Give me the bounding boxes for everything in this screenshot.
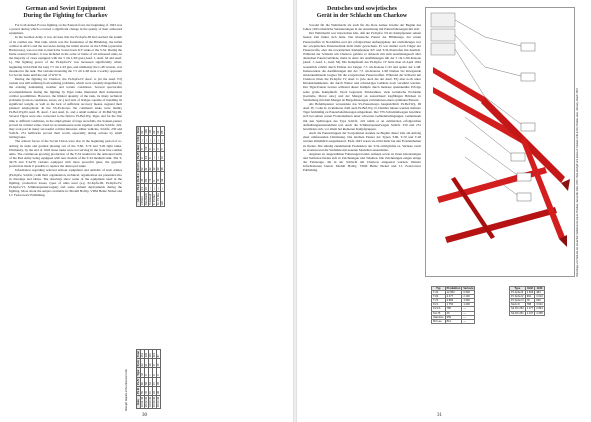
table-cell: — xyxy=(145,135,149,143)
table-cell: SU-76 xyxy=(432,311,446,315)
table-cell: 10 xyxy=(145,183,149,191)
table-cell: 17 xyxy=(153,359,157,368)
table-header-cell: Pz.IV L xyxy=(137,161,140,171)
table-cell: — xyxy=(149,183,153,191)
table-cell: 10 xyxy=(145,143,149,151)
table-cell: Sd.Kfz.250 xyxy=(511,307,524,311)
table-cell: 9 xyxy=(141,151,145,160)
table-cell: Das Reich xyxy=(145,193,148,205)
table-cell: 994 xyxy=(525,295,535,299)
tables-title: Strength Reports of the Armoured Units xyxy=(125,369,128,411)
losses-table xyxy=(136,349,161,409)
table-cell: LSSAH xyxy=(141,191,145,206)
paragraph: Sowohl für die Wehrmacht als auch für die Rote Armee brachte der Beginn des Jahres 1943 erhebliche Veränderungen in der Ausrüstung mit Panzerfahrzeugen mit sich. xyxy=(303,23,421,32)
table-cell: 649 xyxy=(535,299,545,303)
table-cell: 9 xyxy=(149,143,153,151)
table-cell: 87 xyxy=(157,350,161,359)
table-cell: 7 xyxy=(149,368,153,377)
german-production-table xyxy=(509,286,545,316)
table-cell: 20.03.43 xyxy=(157,396,160,407)
table-header-cell: Typ xyxy=(432,287,446,291)
table-header-cell: Pz.III L xyxy=(137,173,140,182)
page-number: 30 xyxy=(142,413,147,418)
table-cell: 1 500 xyxy=(462,299,475,303)
table-cell: KV-1 xyxy=(432,303,446,307)
table-cell: 22 xyxy=(141,359,145,368)
table-header-cell: 1942 xyxy=(527,287,533,290)
paragraph: The armour forces of the Soviet Union were also in the beginning period of re-arming its units and gradual phasing out of the T-60, T-70 and T-26 light tanks. Ultimately, by the end of 1943 those tanks were not serving in the front line combat units. The continuous growing production of the T-34 resulted in the armoured units of the Red Army being equipped with new models of the T-34 medium tank. The T-34/76 and T-34/76 variants equipped with more powerful guns, the gigantic production made it possible to replace the destroyed tanks. xyxy=(9,139,122,169)
right-page xyxy=(297,4,589,418)
table-cell: — xyxy=(462,311,475,315)
rotated-tables-area xyxy=(126,7,290,411)
page-title-en: German and Soviet Equipment xyxy=(25,6,106,12)
table-cell: 22 xyxy=(153,126,157,135)
table-cell: GD xyxy=(161,191,165,206)
table-cell: 33 xyxy=(157,126,161,135)
table-cell: 12 xyxy=(153,160,157,172)
paragraph: In the German Army it was obvious that the Pz.Kpfw.III had reached the zenith of its combat use. That tank, which was the foundation of the Blitzkrieg, the initial combat in Africa and the successes during the initial attacks on the USSR (operation Barbarossa), was not able to match the Soviet basic KV tanks or the T-34. During the battle around Charkov it was included in the order of battle of all armoured units, in the majority of cases equipped with the 5 cm L/60 gun (Ausf. J, Ausf. M and Ausf. L). The fighting power of the Pz.Kpfw.IV was increased significantly when, beginning in 04/1942 the long 7.5 cm L/43 gun, and ultimately the L/48 version, was mounted in the tank. The variants mounting the 7.5 cm L/48 were a worthy opponent for Soviet tanks until the end of WW II. xyxy=(9,35,122,77)
unit-boxes-top xyxy=(431,13,455,55)
table-cell: 10 xyxy=(141,172,145,183)
paragraph: Auch die Panzertruppen der Sowjetunion standen zu Beginn dieser Zeit am Anfang einer umfassenden Umrüstung. Die leichten Panzer der Typen T-60, T-70 und T-26 wurden allmählich ausgemustert. Ende 1943 waren sie nicht mehr bei den Fronteinheiten zu finden. Die ständig zunehmende Produktion der T-34 ermöglichte es, Verluste rasch zu ersetzen und die Verbände mit neueren Modellen auszurüsten. xyxy=(303,131,421,152)
soviet-production-table xyxy=(431,286,475,324)
table-cell: 788 xyxy=(525,303,535,307)
table-header-cell: Total xyxy=(137,127,140,134)
table-cell: — xyxy=(462,307,475,311)
table-row xyxy=(157,350,161,409)
table-cell: 5 xyxy=(161,143,165,151)
table-cell: 4 883 xyxy=(445,299,462,303)
battle-flow-diagram xyxy=(425,7,579,277)
table-cell: 14 xyxy=(145,151,149,160)
table-cell: — xyxy=(141,135,145,143)
paragraph: Angaben zu ausgewählten Fahrzeugen beider Armeen sowie zu ihren Gliederungen und Verlusten finden sich in Zeichnungen und Tabellen. Die Zeichnungen zeigen einige der Fahrzeuge, die in der Schlacht um Charkow eingesetzt wurden. Weitere Informationen bieten: Modell Hobby, VDM Heinz Nickel und J.J. Fedorowicz Publishing. xyxy=(303,151,421,173)
table-row xyxy=(510,311,545,315)
table-cell: 86 xyxy=(161,126,165,135)
table-cell: — xyxy=(153,183,157,191)
table-header-cell: Tiger xyxy=(137,369,140,376)
table-cell: 59 xyxy=(141,386,145,395)
table-cell: T-70 xyxy=(432,299,446,303)
table-cell: 2 xyxy=(157,143,161,151)
table-cell: 10 xyxy=(141,368,145,377)
page-subtitle-en: During the Fighting for Charkov xyxy=(23,13,108,19)
table-cell: KV-1S xyxy=(432,307,446,311)
table-cell: — xyxy=(153,135,157,143)
table-header-cell: StuG xyxy=(137,360,140,367)
table-cell: Pz.Kpfw.VI xyxy=(511,299,524,303)
table-cell: 2 605 xyxy=(526,291,534,295)
page-title-de: Deutsches und sowjetisches xyxy=(326,6,397,12)
table-cell: 4 258 xyxy=(536,311,543,315)
table-cell: Valentine xyxy=(433,315,444,319)
table-cell: 6 600 xyxy=(462,291,475,295)
table-header-row xyxy=(432,287,475,291)
table-cell: 4 477 xyxy=(445,295,462,299)
table-cell: 9 xyxy=(149,151,153,160)
table-cell: — xyxy=(149,135,153,143)
strength-table xyxy=(136,126,165,207)
table-cell: 9 xyxy=(145,368,149,377)
table-cell: 1 237 xyxy=(526,311,534,315)
table-cell: 1 753 xyxy=(445,303,462,307)
table-header-cell: Date xyxy=(137,395,141,408)
table-header-cell: Total xyxy=(137,351,140,358)
table-cell: 92 xyxy=(141,126,145,135)
table-cell: 6 xyxy=(153,368,157,377)
table-cell: — xyxy=(462,319,475,323)
table-header-cell: Pz.IV xyxy=(137,378,140,385)
left-page xyxy=(2,4,293,418)
table-cell: — xyxy=(157,135,161,143)
table-cell: 1 xyxy=(153,143,157,151)
table-cell: 47 xyxy=(153,377,157,386)
table-cell: 115 xyxy=(149,350,153,359)
table-cell: 3 041 xyxy=(536,303,543,307)
table-cell: 2 894 xyxy=(536,307,543,311)
table-cell: 22 xyxy=(149,160,153,172)
table-cell: 12 xyxy=(141,183,145,191)
table-cell: 780 xyxy=(445,307,462,311)
table-header-cell: Pz.VI xyxy=(137,152,140,159)
diagram-svg xyxy=(425,7,575,277)
table-cell: 31 xyxy=(153,386,157,395)
table-cell: M3 Lee xyxy=(432,319,446,323)
table-header-cell: Pz.II xyxy=(137,184,140,190)
table-header-cell: Type xyxy=(510,287,526,291)
table-cell: 37 xyxy=(149,386,153,395)
table-cell: Totenkopf xyxy=(149,191,153,206)
table-cell: StuG III xyxy=(510,303,526,307)
table-cell: 15 xyxy=(157,359,161,368)
table-cell: 28 xyxy=(157,386,161,395)
table-cell: 78 xyxy=(525,299,535,303)
table-row xyxy=(161,126,165,206)
table-cell: 52 xyxy=(141,160,145,172)
table-cell: 33 xyxy=(161,172,165,183)
table-cell: 21 xyxy=(145,359,149,368)
table-cell: 41 xyxy=(145,386,149,395)
table-cell: 484 xyxy=(535,291,545,295)
table-cell: Pz.Kpfw.IV xyxy=(511,295,524,299)
table-row xyxy=(510,307,545,311)
table-cell: 60 xyxy=(141,377,145,386)
table-cell: 10.03.43 xyxy=(153,396,156,407)
table-header-cell: T-34 xyxy=(137,136,140,142)
diagram-side-note: Panzerlage und Verluste der deutschen Verbände im Raum Charkow, Januar bis März 1943 / Tank strength and losses of German units in the Charkov area, January–March 1943 xyxy=(576,88,579,277)
table-cell: 9 xyxy=(153,172,157,183)
page-subtitle-de: Gerät in der Schlacht um Charkow xyxy=(316,13,408,19)
table-cell: 01.03.43 xyxy=(149,396,152,407)
paragraph: Als Befehlspanzer verwendete das SS-Panzerkorps hauptsächlich Pz.Bef.Wg. III Ausf. H, J oder K, in kleinerer Zahl auch Pz.Bef.Wg. II. Darüber hinaus wurden mehrere Tiger feldmäßig zu Panzerbefehlswagen umgerüstet. Der VW-Schwimmwagen bewährte sich bei seinen ersten Fronteinsätzen unter schweren Geländebedingungen. Gemeinsam mit den Spähwagen des Typs Sd.Kfz. 222 nahm er an zahlreichen erfolgreichen Aufklärungsunternehmen teil. Auch die Schützenpanzerwagen Sd.Kfz. 250 und 251 bewährten sich, vor allem bei kleineren Kampfgruppen. xyxy=(303,101,421,131)
table-cell: 39 xyxy=(157,377,161,386)
table-cell: T-60 xyxy=(432,295,446,299)
table-cell: 136 xyxy=(145,126,149,135)
table-header-cell: Produktion xyxy=(446,287,461,290)
table-header-cell: Bef. xyxy=(137,144,140,150)
page-number: 31 xyxy=(437,413,442,418)
table-cell: 111 xyxy=(149,126,153,135)
table-cell: 38 xyxy=(161,160,165,172)
table-header-cell: Verluste xyxy=(463,287,474,290)
table-cell: 3 013 xyxy=(536,295,543,299)
table-cell: 71 xyxy=(149,172,153,183)
table-cell: — xyxy=(462,315,475,319)
table-cell: 10 xyxy=(161,151,165,160)
german-text-column xyxy=(303,6,421,173)
table-cell: — xyxy=(157,151,161,160)
table-cell: 21 xyxy=(145,160,149,172)
table-header-row xyxy=(510,287,545,291)
paragraph: Information regarding selected armour equipment and airmails of both armies (Pz.Kpfw, Sd.Kfz.) with their organization, technical, organization are presented also in drawings and tables. The drawings show some of the equipment used in the fighting, production losses, types of units used (e.g. Pz.Kpfw.III, Pz.Kpfw.IV, Pz.Kpfw.VI, Schützenpanzerwagen) and some airmail deployments during the fighting. More about the subject available in: Modell Hobby, VDM Heinz Nickel and J.J. Fedorowicz Publishing. xyxy=(9,168,122,198)
table-cell: 20.02.43 xyxy=(145,396,148,407)
table-cell: 81 xyxy=(145,172,149,183)
english-text-column xyxy=(9,6,122,198)
paragraph: For both Armed Forces fighting on the Eastern front, the beginning of 1943 was a period during which occurred a significant change in the quality of their armoured equipment. xyxy=(9,23,122,36)
table-cell: 26 xyxy=(445,311,462,315)
table-cell: 12 553 xyxy=(445,291,462,295)
paragraph: Der Wehrmacht war inzwischen klar, daß der Pz.Kpfw. III als Kampfpanzer seinen besten Zeit hinter sich hatte. Der klassische Panzer der Blitzkriege, der ersten Panzertreffen in Nordafrika und der erfolgreichen Anfangsphase des Ostfeldzuges war der sowjetischen Panzertechnik nicht mehr gewachsen. Er war immer noch Träger der Panzerwaffe, aber die sowjetischen Kampfpanzer KV und T-34 übertrafen ihn deutlich. Während der Schlacht um Charkow gehörte er dennoch mit zum Ausrüstungssoll aller deutschen Panzerverbände, meist in einer der Ausführungen mit der 5 cm L/60-Kanone (Ausf. J, Ausf. L, Ausf. M). Die Kampfkraft des Pz.Kpfw. IV hatte man ab April 1942 wesentlich erhöht durch Einbau der langen 7,5 cm-Kanone L/43 und später der L/48. Insbesondere die Ausführungen mit der 7,5 cm-Kanone L/48 blieben bis Kriegsende ernstzunehmende Gegner für die sowjetischen Panzerwaffen. Während der Schlacht um Charkow litten die Pz.Kpfw. IV Ausf. G (wie auch die der Ausf. F2) aber noch unter Kinderkrankheiten, die durch Wetter und schwieriges Gelände noch verstärkt wurden. Der Tiger-Panzer bewies während dieser Kämpfe durch mehrere spektakuläre Erfolge seine große Kampfkraft. Doch begrenzte Stückzahlen, viele technische Probleme (Getriebe, Motor usw.) und der Mangel an ausreichend tragfähigen Brücken in Verbindung mit dem Mangel an Bergefahrzeugen verhinderten einen optimalen Einsatz. xyxy=(303,31,421,102)
table-cell: 1 200 xyxy=(462,303,475,307)
table-cell: 5 xyxy=(157,368,161,377)
table-row xyxy=(432,319,475,323)
paragraph: During the fighting for Charkov, the Pz.Kpfw.IV Ausf. G (in the Ausf. F2) variant was still suffering from teething problems, which were certainly magnified by the existing demanding weather and terrain conditions. Several spectacular accomplishments during the fighting by Tiger tanks illustrated their tremendous combat possibilities. However, the limited quantity of the tank, its many technical problems (torsion conditions, stress, etc.) and lack of bridges capable of handling its significant weight, as well as the lack of sufficient recovery means, negated their planned employment. In the SS-Pz.Korps, the command tanks were mainly Pz.Bef.Wg.III Ausf. H, Ausf. J and Ausf. K, and a small number of Pz.Bef.Wg.III. Several Tigers were also converted to the field to Pz.Bef.Wg. Tiger, and for the first time to difficult conditions, in the employment of large snowfalls, the Sonnen-panzer proved its combat value. Used in reconnaissance units together with the Sd.Kfz. 222, they took part in many successful combat missions. Other vehicles, Sd.Kfz. 250 and Sd.Kfz. 251 halftracks proved their worth, especially during actions by small battlegroups. xyxy=(9,77,122,140)
table-header-cell: 1943 xyxy=(536,287,543,290)
table-cell: Sd.Kfz.251 xyxy=(511,311,524,315)
table-cell: 6. Pz.Div. xyxy=(153,191,157,206)
table-cell: 58 xyxy=(145,377,149,386)
table-cell: 812 xyxy=(445,319,462,323)
table-header-cell: Unit xyxy=(137,191,141,206)
table-cell: T-34 xyxy=(432,291,446,295)
table-cell: 11. Pz.Div. xyxy=(157,192,160,205)
table-cell: 20 xyxy=(157,160,161,172)
table-cell: — xyxy=(161,135,165,143)
table-cell: 151 xyxy=(141,350,145,359)
table-cell: 101 xyxy=(153,350,157,359)
table-cell: 129 xyxy=(145,350,149,359)
table-cell: 11 xyxy=(157,172,161,183)
table-cell: — xyxy=(153,151,157,160)
table-cell: 19 xyxy=(149,359,153,368)
table-cell: 10.01.43 xyxy=(141,396,144,407)
table-cell: 9 xyxy=(141,143,145,151)
table-cell: 959 xyxy=(445,315,462,319)
table-cell: 1 377 xyxy=(526,307,534,311)
table-cell: 2 100 xyxy=(462,295,475,299)
red-flow-arrows xyxy=(433,67,570,247)
table-cell: — xyxy=(161,183,165,191)
table-cell: — xyxy=(157,183,161,191)
table-cell: Pz.Kpfw.III xyxy=(511,291,524,295)
table-header-cell: Pz.III xyxy=(137,387,140,394)
table-cell: 52 xyxy=(149,377,153,386)
